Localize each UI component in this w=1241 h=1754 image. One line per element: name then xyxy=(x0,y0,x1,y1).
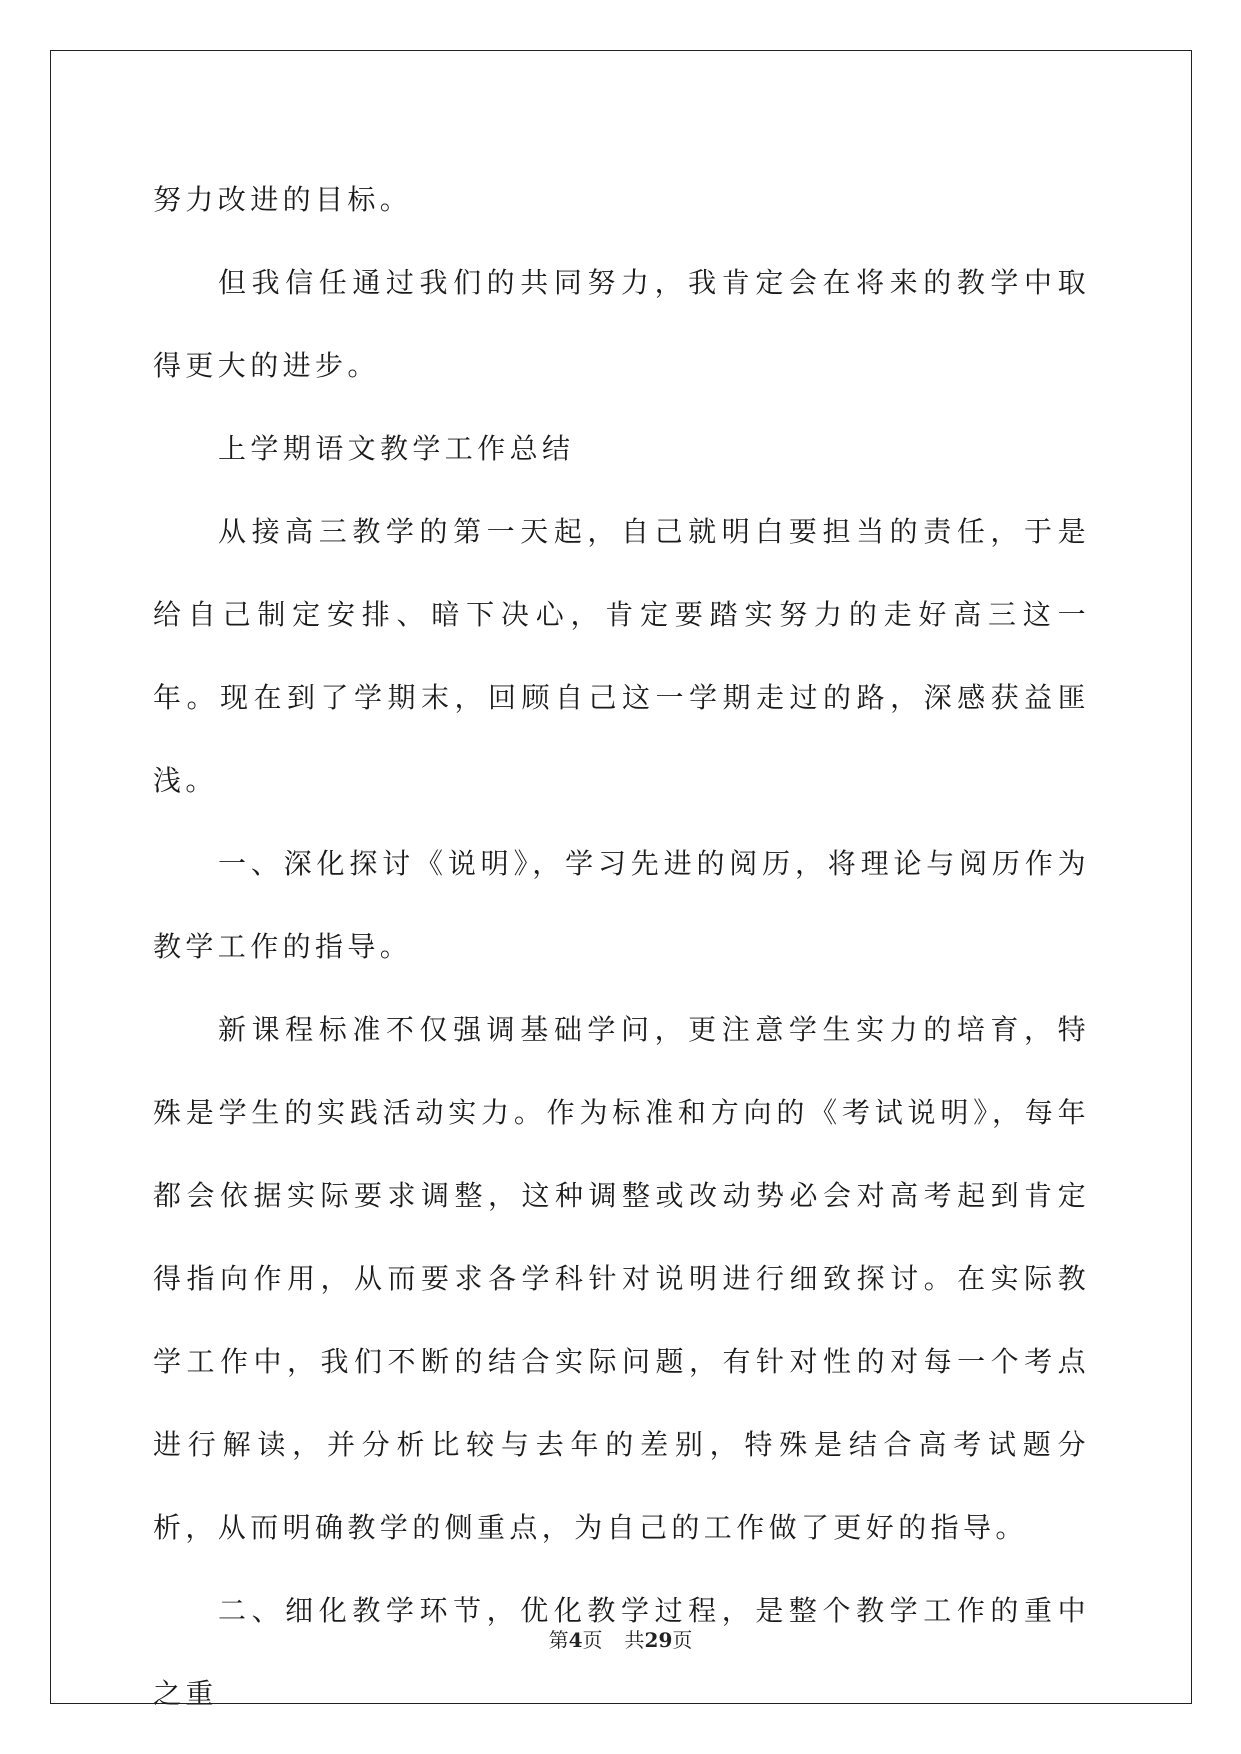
total-suffix: 页 xyxy=(672,1628,693,1652)
total-pages: 29 xyxy=(644,1628,673,1652)
heading-two: 二、细化教学环节，优化教学过程，是整个教学工作的重中之重 xyxy=(153,1594,1090,1710)
section-title: 上学期语文教学工作总结 xyxy=(218,432,575,465)
page-suffix: 页 xyxy=(582,1628,603,1652)
paragraph-1: 努力改进的目标。 xyxy=(153,183,413,216)
page-footer xyxy=(0,1624,1241,1653)
heading-one: 一、深化探讨《说明》，学习先进的阅历，将理论与阅历作为教学工作的指导。 xyxy=(153,847,1090,963)
paragraph-6: 新课程标准不仅强调基础学问，更注意学生实力的培育，特殊是学生的实践活动实力。作为标准和方向的《考试说明》，每年都会依据实际要求调整，这种调整或改动势必会对高考起到肯定得指向作用，从而要求各学科针对说明进行细致探讨。在实际教学工作中，我们不断的结合实际问题，有针对性的对每一个考点进行解读，并分析比较与去年的差别，特殊是结合高考试题分析，从而明确教学的侧重点，为自己的工作做了更好的指导。 xyxy=(153,1013,1090,1544)
paragraph-2: 但我信任通过我们的共同努力，我肯定会在将来的教学中取得更大的进步。 xyxy=(153,266,1090,382)
page-number: 4 xyxy=(568,1628,583,1652)
page-prefix: 第 xyxy=(548,1628,569,1652)
document-body xyxy=(153,158,1090,1735)
paragraph-4: 从接高三教学的第一天起，自己就明白要担当的责任，于是给自己制定安排、暗下决心，肯定要踏实努力的走好高三这一年。现在到了学期末，回顾自己这一学期走过的路，深感获益匪浅。 xyxy=(153,515,1090,797)
total-prefix: 共 xyxy=(624,1628,645,1652)
